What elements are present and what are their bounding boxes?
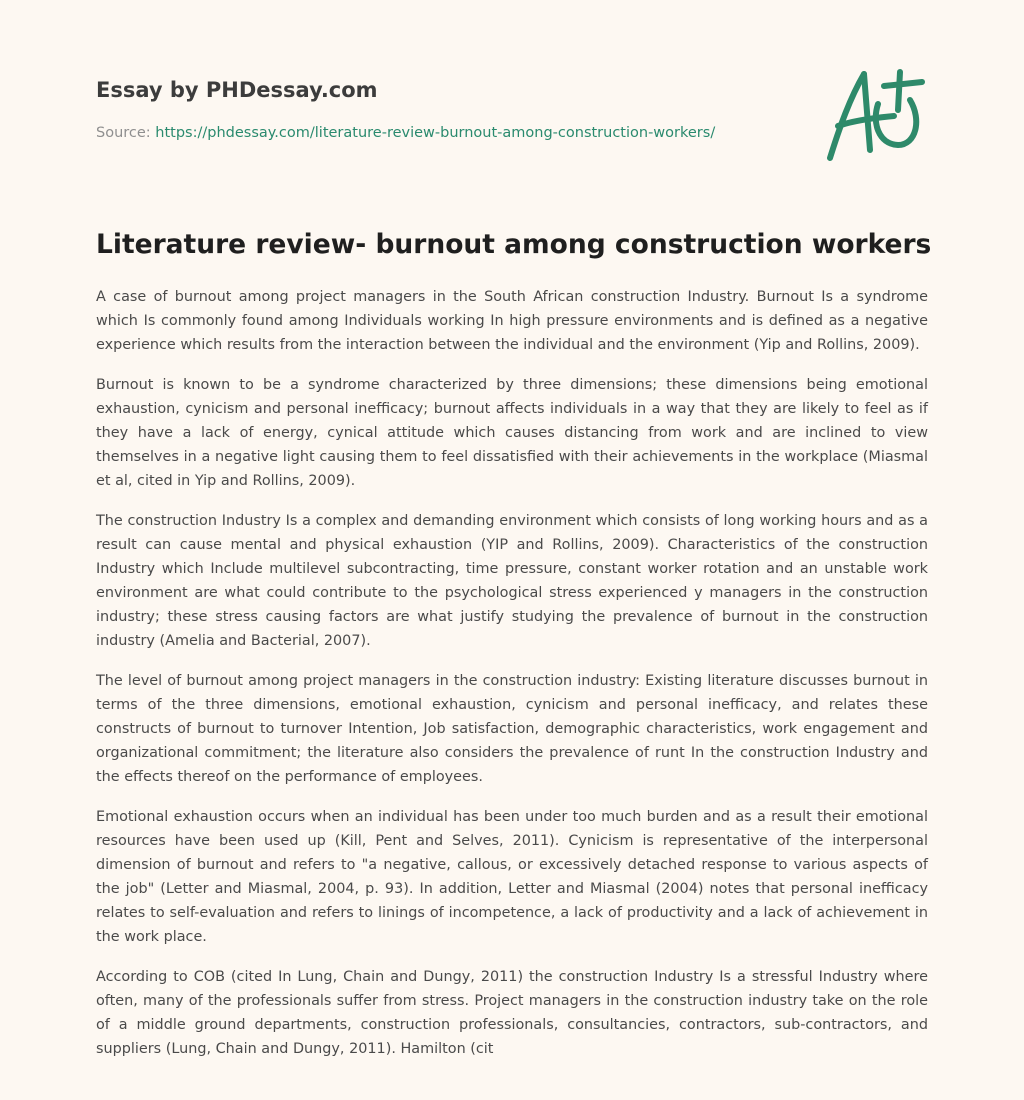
source-link[interactable]: https://phdessay.com/literature-review-burnout-among-construction-workers/ <box>155 125 716 141</box>
paragraph: The level of burnout among project managers in the construction industry: Existing literature discusses burnout in terms of the three dimensions, emotional exhaustion, cynicism and personal inefficacy, and relates these constructs of burnout to turnover Intention, Job satisfaction, demographic characteristics, work engagement and organizational commitment; the literature also considers the prevalence of runt In the construction Industry and the effects thereof on the performance of employees. <box>96 673 928 785</box>
paragraph: A case of burnout among project managers in the South African construction Industry. Burnout Is a syndrome which Is commonly found among Individuals working In high pressure environments and is defined as a negative experience which results from the interaction between the individual and the environment (Yip and Rollins, 2009). <box>96 289 928 353</box>
source-line <box>96 123 716 143</box>
paragraph: Emotional exhaustion occurs when an individual has been under too much burden and as a result their emotional resources have been used up (Kill, Pent and Selves, 2011). Cynicism is representative of the interpersonal dimension of burnout and refers to "a negative, callous, or excessively detached response to various aspects of the job" (Letter and Miasmal, 2004, p. 93). In addition, Letter and Miasmal (2004) notes that personal inefficacy relates to self-evaluation and refers to linings of incompetence, a lack of productivity and a lack of achievement in the work place. <box>96 809 928 945</box>
paragraph: Burnout is known to be a syndrome characterized by three dimensions; these dimensions being emotional exhaustion, cynicism and personal inefficacy; burnout affects individuals in a way that they are likely to feel as if they have a lack of energy, cynical attitude which causes distancing from work and are inclined to view themselves in a negative light causing them to feel dissatisfied with their achievements in the workplace (Miasmal et al, cited in Yip and Rollins, 2009). <box>96 377 928 489</box>
source-label: Source: <box>96 125 151 141</box>
article-title: Literature review- burnout among construction workers <box>96 229 932 260</box>
paragraph: The construction Industry Is a complex and demanding environment which consists of long working hours and as a result can cause mental and physical exhaustion (YIP and Rollins, 2009). Characteristics of the construction Industry which Include multilevel subcontracting, time pressure, constant worker rotation and an unstable work environment are what could contribute to the psychological stress experienced y managers in the construction industry; these stress causing factors are what justify studying the prevalence of burnout in the construction industry (Amelia and Bacterial, 2007). <box>96 513 928 649</box>
paragraph: According to COB (cited In Lung, Chain and Dungy, 2011) the construction Industry Is a stressful Industry where often, many of the professionals suffer from stress. Project managers in the construction industry take on the role of a middle ground departments, construction professionals, consultancies, contractors, sub-contractors, and suppliers (Lung, Chain and Dungy, 2011). Hamilton (cit <box>96 969 928 1057</box>
a-plus-grade-icon <box>818 64 930 168</box>
article-body <box>96 285 928 1077</box>
site-brand: Essay by PHDessay.com <box>96 78 378 102</box>
page-header <box>96 76 716 143</box>
